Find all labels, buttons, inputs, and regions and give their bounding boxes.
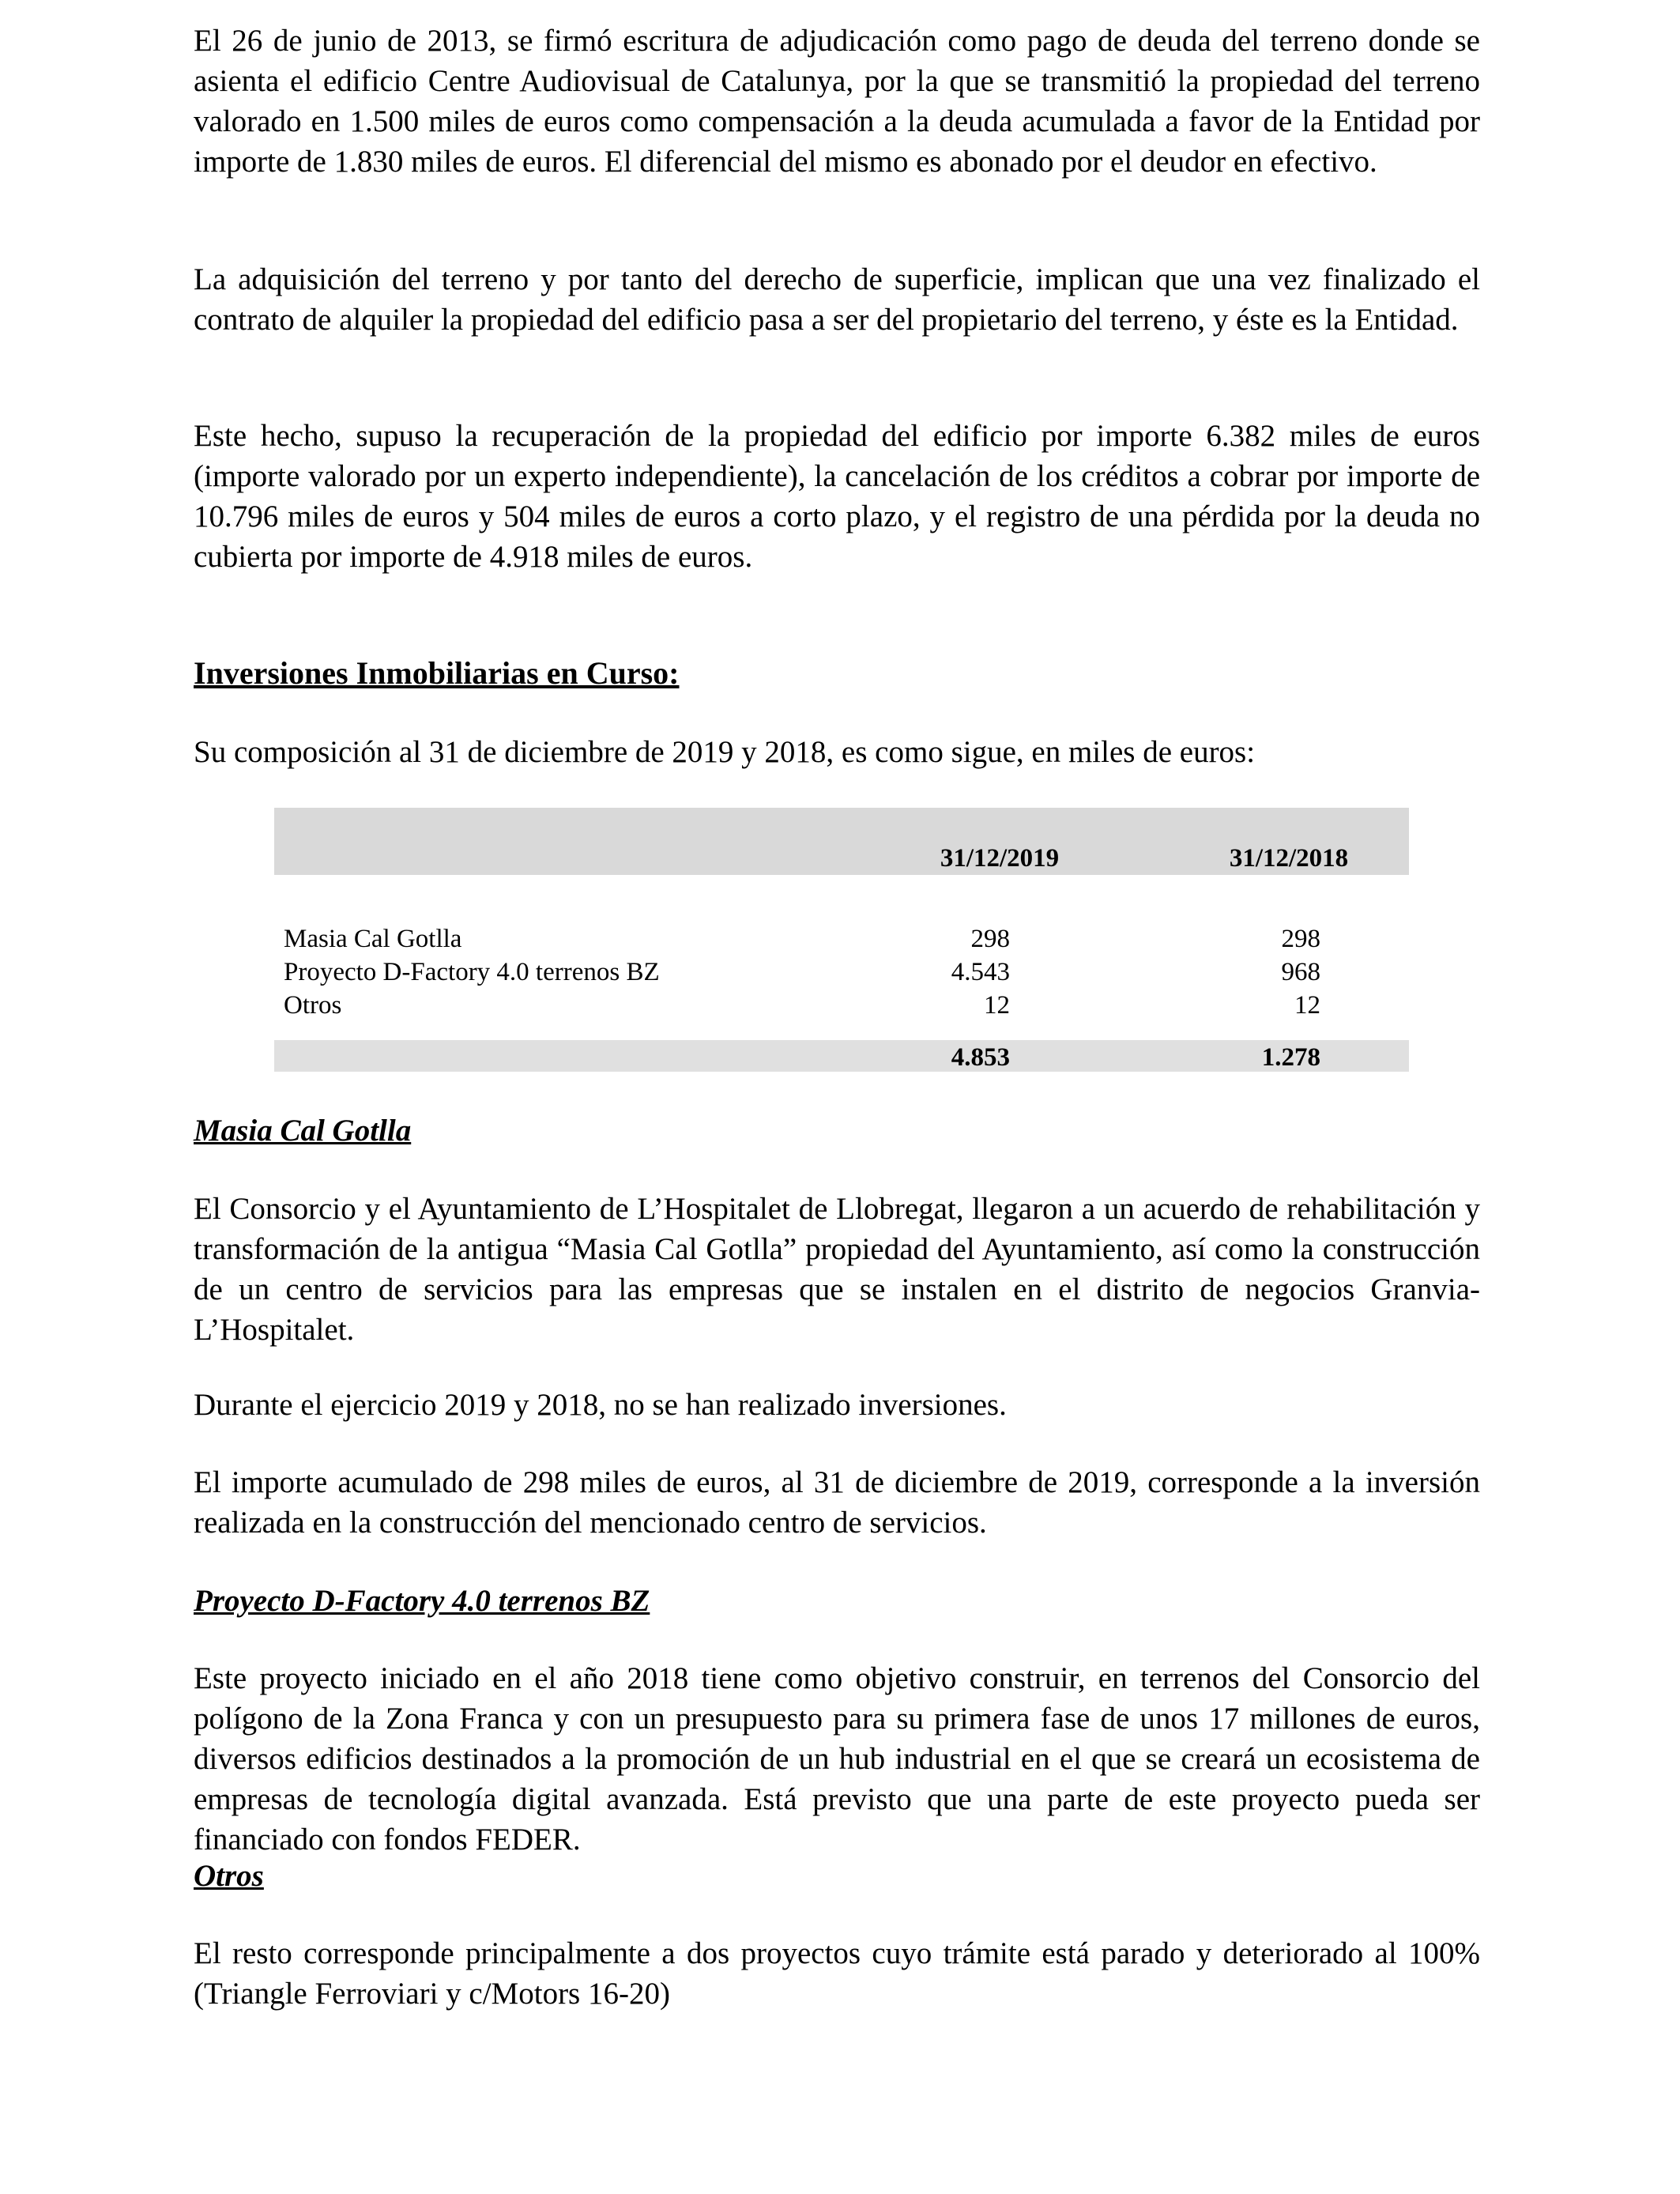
paragraph-importe-acumulado: El importe acumulado de 298 miles de euros, al 31 de diciembre de 2019, corresponde a la inversión realizada en la construcción del mencionado centro de servicios. (194, 1465, 1480, 1540)
paragraph-adjudicacion: El 26 de junio de 2013, se firmó escritura de adjudicación como pago de deuda del terreno donde se asienta el edificio Centre Audiovisual de Catalunya, por la que se transmitió la propiedad del terreno valorado en 1.500 miles de euros como compensación a la deuda acumulada a favor de la Entidad por importe de 1.830 miles de euros. El diferencial del mismo es abonado por el deudor en efectivo. (194, 24, 1480, 179)
row-label: Proyecto D-Factory 4.0 terrenos BZ (284, 958, 660, 986)
paragraph-otros: El resto corresponde principalmente a dos proyectos cuyo trámite está parado y deteriorado al 100% (Triangle Ferroviari y c/Motors 16-20) (194, 1936, 1480, 2011)
row-value-2019: 4.543 (951, 958, 1010, 986)
paragraph-recuperacion-edificio: Este hecho, supuso la recuperación de la propiedad del edificio por importe 6.382 miles de euros (importe valorado por un experto independiente), la cancelación de los créditos a cobrar por importe de 10.796 miles de euros y 504 miles de euros a corto plazo, y el registro de una pérdida por la deuda no cubierta por importe de 4.918 miles de euros. (194, 419, 1480, 574)
subheading-masia-cal-gotlla: Masia Cal Gotlla (194, 1114, 412, 1148)
table-row (274, 956, 1409, 989)
paragraph-sin-inversiones: Durante el ejercicio 2019 y 2018, no se han realizado inversiones. (194, 1388, 1007, 1422)
table-row (274, 922, 1409, 956)
column-header-2019: 31/12/2019 (940, 844, 1060, 873)
table-row (274, 989, 1409, 1022)
paragraph-consorcio-acuerdo: El Consorcio y el Ayuntamiento de L’Hospitalet de Llobregat, llegaron a un acuerdo de rehabilitación y transformación de la antigua “Masia Cal Gotlla” propiedad del Ayuntamiento, así como la construcción de un centro de servicios para las empresas que se instalen en el distrito de negocios Granvia-L’Hospitalet. (194, 1192, 1480, 1347)
subheading-otros: Otros (194, 1859, 264, 1893)
row-value-2018: 12 (1294, 991, 1320, 1020)
row-value-2019: 298 (970, 925, 1010, 953)
total-value-2018: 1.278 (1261, 1043, 1320, 1072)
paragraph-adquisicion-terreno: La adquisición del terreno y por tanto del derecho de superficie, implican que una vez finalizado el contrato de alquiler la propiedad del edificio pasa a ser del propietario del terreno, y éste es la Entidad. (194, 262, 1480, 337)
row-value-2018: 298 (1281, 925, 1320, 953)
row-value-2018: 968 (1281, 958, 1320, 986)
row-value-2019: 12 (984, 991, 1010, 1020)
table-total-row (274, 1040, 1409, 1072)
row-label: Otros (284, 991, 342, 1020)
total-value-2019: 4.853 (951, 1043, 1010, 1072)
table-header (274, 808, 1409, 875)
section-heading-inversiones: Inversiones Inmobiliarias en Curso: (194, 655, 680, 691)
paragraph-composicion: Su composición al 31 de diciembre de 2019 y 2018, es como sigue, en miles de euros: (194, 735, 1256, 769)
row-label: Masia Cal Gotlla (284, 925, 462, 953)
paragraph-d-factory: Este proyecto iniciado en el año 2018 tiene como objetivo construir, en terrenos del Consorcio del polígono de la Zona Franca y con un presupuesto para su primera fase de unos 17 millones de euros, diversos edificios destinados a la promoción de un hub industrial en el que se creará un ecosistema de empresas de tecnología digital avanzada. Está previsto que una parte de este proyecto pueda ser financiado con fondos FEDER. (194, 1661, 1480, 1857)
subheading-d-factory: Proyecto D-Factory 4.0 terrenos BZ (194, 1584, 650, 1618)
column-header-2018: 31/12/2018 (1229, 844, 1349, 873)
